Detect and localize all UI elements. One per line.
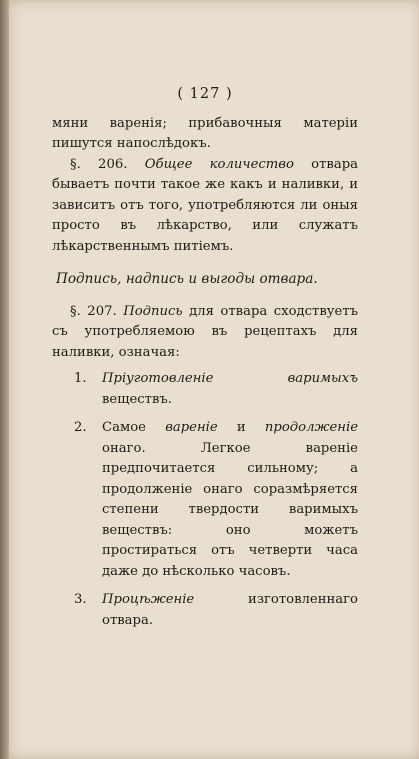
paragraph-intro: мяни варенія; прибавочныя матеріи пишутся напослѣдокъ.	[52, 115, 358, 151]
list-item	[52, 369, 358, 410]
list-item-term: продолженіе	[264, 420, 358, 435]
list-item-text: онаго. Легкое вареніе предпочитается сильному; а продолженіе онаго соразмѣряется степени твердости варимыхъ веществъ: оно можетъ простираться отъ четверти часа даже до нѣсколько часовъ.	[102, 440, 358, 579]
book-spine-shadow	[0, 0, 9, 759]
paragraph-206	[52, 155, 358, 258]
section-text: отвара бываетъ почти такое же какъ и наливки, и зависитъ отъ того, употребляются ли оныя просто въ лѣкарство, или служатъ лѣкарственнымъ питіемъ.	[52, 156, 358, 254]
list-item-term: Пріуготовленіе варимыхъ	[102, 371, 358, 386]
list-item	[52, 418, 358, 582]
section-label: §. 206.	[70, 156, 128, 172]
list-item-term: вареніе	[165, 420, 218, 435]
paragraph-207	[52, 302, 358, 364]
section-label: §. 207.	[70, 303, 117, 319]
list-item-term: Процѣженіе	[102, 592, 195, 607]
list-item-pre: Самое	[102, 420, 146, 435]
section-text: для отвара сходствуетъ съ употребляемою въ рецептахъ для наливки, означая:	[52, 303, 359, 360]
list-item-text: веществъ.	[102, 391, 172, 407]
list-item-number: 3.	[74, 592, 87, 607]
list-item	[52, 590, 358, 631]
page-text	[52, 84, 358, 631]
list-item-mid: и	[236, 420, 246, 435]
list-item-number: 1.	[74, 371, 87, 386]
page-number: ( 127 )	[177, 86, 233, 102]
section-term: Общее количество	[144, 156, 294, 172]
section-heading: Подпись, надпись и выгоды отвара.	[56, 271, 318, 287]
list-item-text: изготовленнаго отвара.	[102, 592, 358, 628]
section-term: Подпись	[123, 303, 183, 319]
list-item-number: 2.	[74, 420, 87, 435]
